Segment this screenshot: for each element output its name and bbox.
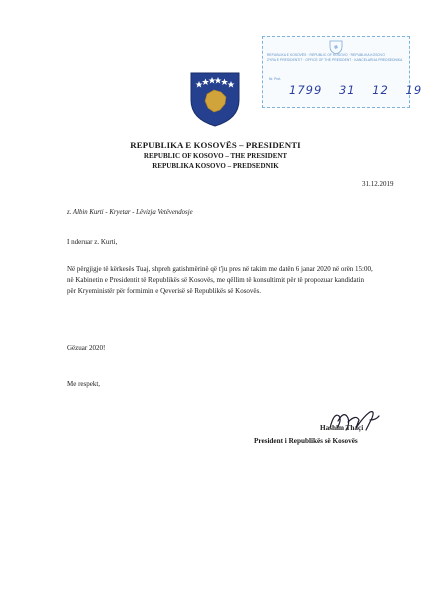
closing-phrase: Me respekt, bbox=[67, 380, 101, 388]
stamp-year: 19 bbox=[405, 83, 423, 97]
new-year-greeting: Gëzuar 2020! bbox=[67, 344, 106, 352]
stamp-line-2: ZYRA E PRESIDENTIT · OFFICE OF THE PRESIDENT · KANCELARIJA PREDSEDNIKA bbox=[267, 58, 403, 62]
stamp-protocol-number: 1799 bbox=[289, 83, 323, 97]
letter-date: 31.12.2019 bbox=[362, 180, 394, 188]
stamp-handwritten-number bbox=[289, 83, 431, 97]
salutation: I nderuar z. Kurti, bbox=[67, 238, 118, 246]
recipient-line: z. Albin Kurti - Kryetar - Lëvizja Vetëvendosje bbox=[67, 209, 193, 216]
stamp-label: Nr. Prot. bbox=[269, 77, 282, 81]
kosovo-coat-of-arms-icon bbox=[190, 72, 240, 127]
header-line-english: REPUBLIC OF KOSOVO – THE PRESIDENT bbox=[143, 152, 288, 160]
registration-stamp bbox=[262, 36, 410, 108]
header-line-serbian: REPUBLIKA KOSOVO – PREDSEDNIK bbox=[152, 162, 279, 170]
stamp-line-1: REPUBLIKA E KOSOVËS · REPUBLIC OF KOSOVO · REPUBLIKA KOSOVO bbox=[267, 53, 386, 57]
signatory-name: Hashim Thaçi bbox=[320, 424, 364, 432]
body-paragraph: Në përgjigje të kërkesës Tuaj, shpreh gatishmërinë që t'ju pres në takim me datën 6 janar 2020 në orën 15:00, në Kabinetin e Presidentit të Republikës së Kosovës, me qëllim të konsultimit për të propozuar kandidatin për Kryeministër për formimin e Qeverisë së Republikës së Kosovës. bbox=[67, 265, 373, 295]
stamp-month: 12 bbox=[372, 83, 389, 97]
stamp-day: 31 bbox=[338, 83, 356, 97]
signatory-title: President i Republikës së Kosovës bbox=[254, 437, 358, 445]
header-line-albanian: REPUBLIKA E KOSOVËS – PRESIDENTI bbox=[130, 140, 301, 150]
